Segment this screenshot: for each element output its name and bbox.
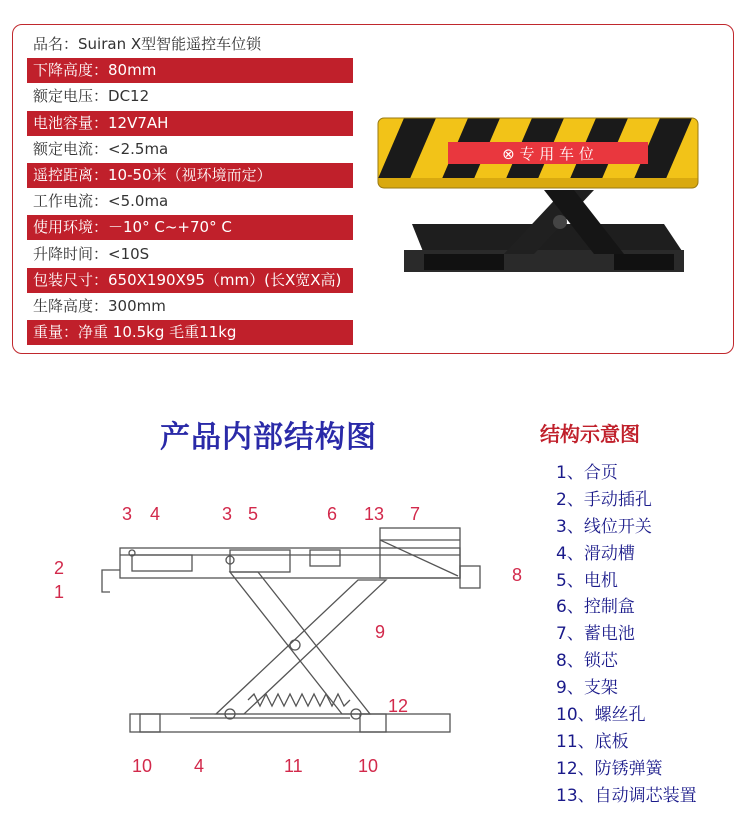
spec-label: 升降时间：	[33, 244, 109, 263]
spec-row	[27, 137, 168, 162]
legend-item: 5、电机	[556, 570, 618, 591]
callout-11: 11	[284, 756, 303, 776]
callout-12: 12	[388, 696, 409, 716]
spec-row	[27, 215, 353, 240]
spec-row	[27, 294, 166, 319]
spec-value: 300mm	[108, 297, 166, 315]
callout-3b: 3	[222, 504, 233, 524]
spec-value: 10-50米（视环境而定）	[108, 166, 272, 184]
spec-value: －10° C~+70° C	[108, 218, 232, 237]
spec-value: 12V7AH	[108, 113, 169, 132]
legend-item: 11、底板	[556, 731, 629, 752]
spec-value: <10S	[108, 244, 150, 263]
product-sign-text: ⊗ 专 用 车 位	[502, 145, 594, 163]
spec-value: 650X190X95（mm）(长X宽X高)	[108, 270, 342, 289]
spec-label: 遥控距离：	[33, 166, 109, 184]
spec-row	[27, 189, 168, 214]
spec-row	[27, 32, 261, 57]
spec-label: 工作电流：	[33, 192, 109, 211]
legend-item: 10、螺丝孔	[556, 705, 646, 726]
callout-3a: 3	[122, 504, 133, 524]
legend-item: 13、自动调芯装置	[556, 785, 697, 806]
spec-value: 80mm	[108, 61, 157, 80]
spec-row	[27, 84, 149, 109]
spec-value: 净重 10.5kg 毛重11kg	[78, 323, 237, 342]
structure-diagram	[60, 500, 540, 800]
legend-item: 4、滑动槽	[556, 543, 635, 564]
callout-6: 6	[327, 504, 338, 524]
spec-row	[27, 242, 149, 267]
spec-label: 重量：	[33, 323, 79, 342]
spec-value: DC12	[108, 87, 150, 106]
spec-row	[27, 163, 353, 188]
legend-list	[556, 460, 697, 810]
parking-lock-photo	[364, 104, 704, 294]
callout-10a: 10	[132, 756, 153, 776]
spec-row	[27, 111, 353, 136]
callout-1: 1	[54, 582, 65, 602]
callout-9: 9	[375, 622, 386, 642]
spec-label: 额定电流：	[33, 139, 109, 158]
legend-item: 3、线位开关	[556, 516, 652, 537]
callout-4a: 4	[150, 504, 161, 524]
legend-item: 7、蓄电池	[556, 624, 635, 645]
spec-row	[27, 320, 353, 345]
legend-item: 2、手动插孔	[556, 489, 652, 510]
spec-label: 下降高度：	[33, 61, 109, 80]
legend-item: 9、支架	[556, 678, 618, 699]
legend-title: 结构示意图	[540, 422, 640, 446]
spec-label: 额定电压：	[33, 87, 109, 106]
callout-10b: 10	[358, 756, 379, 776]
callout-4b: 4	[194, 756, 205, 776]
spec-row	[27, 268, 353, 293]
callout-8: 8	[512, 565, 523, 585]
callout-5: 5	[248, 504, 259, 524]
spec-label: 包装尺寸：	[33, 270, 109, 289]
spec-value: Suiran X型智能遥控车位锁	[78, 35, 262, 53]
spec-label: 电池容量：	[33, 113, 109, 132]
spec-value: <5.0ma	[108, 192, 169, 211]
spec-value: <2.5ma	[108, 139, 169, 158]
callout-13: 13	[364, 504, 385, 524]
spec-label: 生降高度：	[33, 297, 109, 315]
callout-2: 2	[54, 558, 65, 578]
legend-item: 12、防锈弹簧	[556, 758, 663, 779]
legend-item: 1、合页	[556, 463, 618, 483]
spec-label: 品名：	[33, 35, 79, 53]
spec-row	[27, 58, 353, 83]
spec-label: 使用环境：	[33, 218, 109, 237]
legend-item: 6、控制盒	[556, 597, 635, 618]
callout-7: 7	[410, 504, 421, 524]
diagram-title: 产品内部结构图	[160, 420, 377, 455]
legend-item: 8、锁芯	[556, 651, 618, 672]
